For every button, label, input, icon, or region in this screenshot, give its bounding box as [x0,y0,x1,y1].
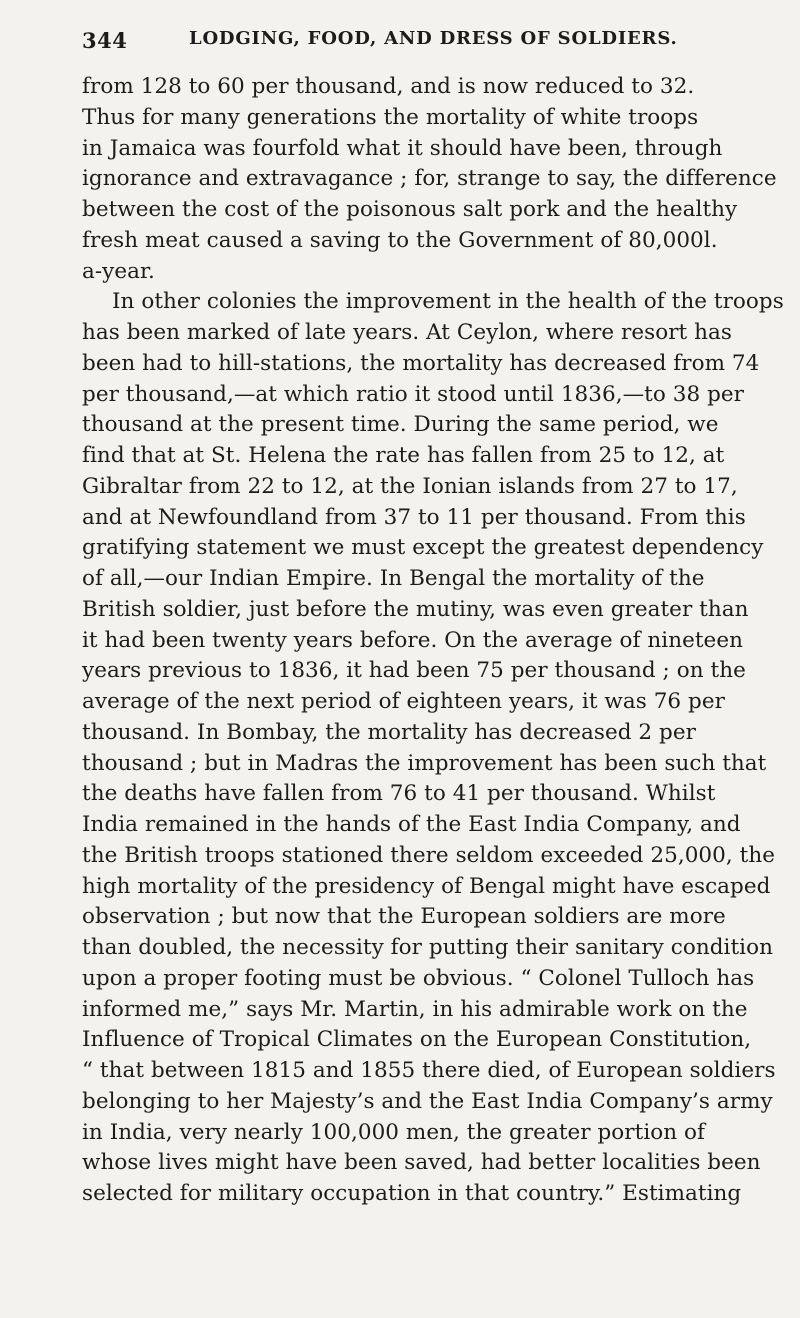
body-text [82,72,784,1210]
text-line: a-year. [82,258,155,284]
running-title: LODGING, FOOD, AND DRESS OF SOLDIERS. [189,28,678,49]
text-line: average of the next period of eighteen years, it was 76 per [82,689,725,714]
running-head [82,28,746,62]
text-line: “ that between 1815 and 1855 there died, of European soldiers [82,1058,776,1083]
text-line: and at Newfoundland from 37 to 11 per thousand. From this [82,504,746,530]
text-line: in India, very nearly 100,000 men, the greater portion of [82,1119,706,1145]
text-line: high mortality of the presidency of Bengal might have escaped [82,873,771,899]
paragraph-start-line: In other colonies the improvement in the health of the troops [112,289,784,315]
text-line: belonging to her Majesty’s and the East India Company’s army [82,1088,773,1114]
text-line: thousand. In Bombay, the mortality has decreased 2 per [82,719,696,745]
text-line: British soldier, just before the mutiny, was even greater than [82,596,749,622]
text-line: gratifying statement we must except the greatest dependency [82,535,764,561]
text-line: it had been twenty years before. On the average of nineteen [82,627,743,653]
text-line: than doubled, the necessity for putting their sanitary condition [82,935,773,960]
text-line: in Jamaica was fourfold what it should have been, through [82,135,723,161]
text-line: Gibraltar from 22 to 12, at the Ionian islands from 27 to 17, [82,473,738,499]
text-line: upon a proper footing must be obvious. “ Colonel Tulloch has [82,965,755,991]
text-line: ignorance and extravagance ; for, strange to say, the difference [82,166,777,192]
text-line: between the cost of the poisonous salt pork and the healthy [82,197,738,222]
text-line: the deaths have fallen from 76 to 41 per thousand. Whilst [82,781,716,807]
text-line: thousand ; but in Madras the improvement has been such that [82,750,767,776]
text-line: thousand at the present time. During the same period, we [82,412,719,438]
text-line: whose lives might have been saved, had better localities been [82,1150,761,1176]
text-line: Influence of Tropical Climates on the European Constitution, [82,1027,752,1053]
text-line: find that at St. Helena the rate has fallen from 25 to 12, at [82,443,725,468]
text-line: fresh meat caused a saving to the Government of 80,000l. [82,227,718,253]
text-line: India remained in the hands of the East India Company, and [82,812,741,837]
text-line: the British troops stationed there seldom exceeded 25,000, the [82,842,776,868]
text-line: per thousand,—at which ratio it stood until 1836,—to 38 per [82,381,745,407]
text-line: been had to hill-stations, the mortality has decreased from 74 [82,350,760,376]
text-line: observation ; but now that the European soldiers are more [82,904,726,930]
text-line: informed me,” says Mr. Martin, in his admirable work on the [82,996,748,1022]
page-number: 344 [82,28,128,53]
text-line: selected for military occupation in that country.” Estimating [82,1181,742,1206]
text-line: Thus for many generations the mortality of white troops [82,104,699,130]
text-line: has been marked of late years. At Ceylon, where resort has [82,320,732,345]
text-line: years previous to 1836, it had been 75 per thousand ; on the [82,658,746,684]
text-line: of all,—our Indian Empire. In Bengal the mortality of the [82,566,705,591]
text-line: from 128 to 60 per thousand, and is now reduced to 32. [82,74,695,99]
